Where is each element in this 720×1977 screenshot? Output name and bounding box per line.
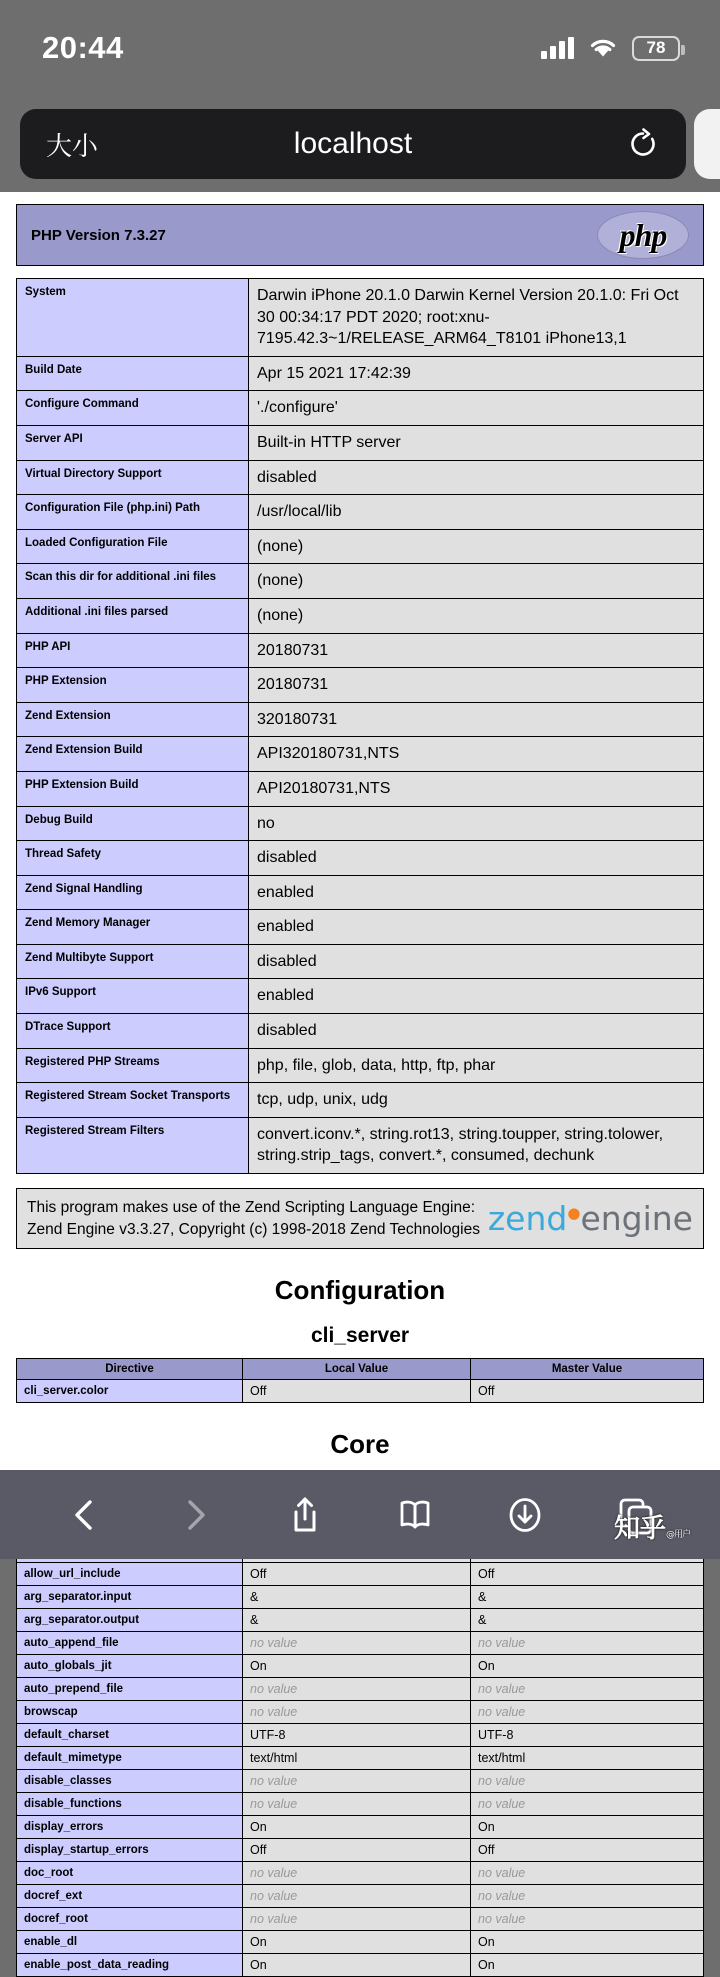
info-row-key: PHP Extension Build: [17, 771, 249, 806]
directive-local-value: no value: [243, 1701, 471, 1724]
info-row-value: './configure': [249, 391, 704, 426]
directive-master-value: no value: [471, 1632, 704, 1655]
table-row: [17, 668, 704, 703]
table-row: [17, 1908, 704, 1931]
table-row: [17, 1724, 704, 1747]
directive-master-value: no value: [471, 1793, 704, 1816]
info-row-value: php, file, glob, data, http, ftp, phar: [249, 1048, 704, 1083]
info-row-key: Zend Extension: [17, 702, 249, 737]
directive-local-value: &: [243, 1609, 471, 1632]
info-row-key: Configuration File (php.ini) Path: [17, 495, 249, 530]
info-row-value: 20180731: [249, 668, 704, 703]
zend-engine-logo: [488, 1199, 693, 1238]
directive-local-value: On: [243, 1931, 471, 1954]
info-row-value: Apr 15 2021 17:42:39: [249, 356, 704, 391]
info-row-value: Built-in HTTP server: [249, 425, 704, 460]
directive-local-value: no value: [243, 1793, 471, 1816]
table-row: [17, 1083, 704, 1118]
php-info-table-body: [17, 279, 704, 1174]
directive-name: docref_root: [17, 1908, 243, 1931]
directive-master-value: On: [471, 1954, 704, 1977]
table-header-row: [17, 1359, 704, 1380]
share-icon[interactable]: [282, 1492, 328, 1538]
info-row-key: Configure Command: [17, 391, 249, 426]
core-directives-table: [16, 1518, 704, 1977]
directive-master-value: no value: [471, 1885, 704, 1908]
info-row-key: Registered Stream Socket Transports: [17, 1083, 249, 1118]
info-row-value: Darwin iPhone 20.1.0 Darwin Kernel Version 20.1.0: Fri Oct 30 00:34:17 PDT 2020; root:xnu-7195.42.3~1/RELEASE_ARM64_T8101 iPhone13,1: [249, 279, 704, 357]
info-row-key: Zend Extension Build: [17, 737, 249, 772]
php-logo-icon: php: [597, 211, 689, 259]
directive-master-value: no value: [471, 1701, 704, 1724]
directive-local-value: On: [243, 1655, 471, 1678]
info-row-value: convert.iconv.*, string.rot13, string.toupper, string.tolower, string.strip_tags, convert.*, consumed, dechunk: [249, 1117, 704, 1173]
directive-name: cli_server.color: [17, 1380, 243, 1403]
zend-logo-dot: ●: [567, 1204, 581, 1223]
table-row: [17, 702, 704, 737]
directive-name: disable_classes: [17, 1770, 243, 1793]
table-row: [17, 1678, 704, 1701]
directive-local-value: On: [243, 1816, 471, 1839]
directive-local-value: &: [243, 1586, 471, 1609]
info-row-key: Zend Multibyte Support: [17, 944, 249, 979]
ios-status-bar: [0, 0, 720, 96]
watermark-text: 知乎: [613, 1514, 666, 1544]
directive-name: allow_url_include: [17, 1563, 243, 1586]
table-row: [17, 391, 704, 426]
watermark-sub: @用户: [665, 1530, 690, 1540]
zend-logo-engine: engine: [580, 1199, 693, 1239]
directive-master-value: Off: [471, 1839, 704, 1862]
info-row-key: Zend Memory Manager: [17, 910, 249, 945]
info-row-value: 20180731: [249, 633, 704, 668]
directive-name: default_charset: [17, 1724, 243, 1747]
info-row-key: Scan this dir for additional .ini files: [17, 564, 249, 599]
back-chevron-icon[interactable]: [62, 1492, 108, 1538]
directive-local-value: Off: [243, 1380, 471, 1403]
directive-master-value: On: [471, 1655, 704, 1678]
directive-master-value: &: [471, 1586, 704, 1609]
directive-local-value: no value: [243, 1678, 471, 1701]
table-row: [17, 1885, 704, 1908]
info-row-value: disabled: [249, 460, 704, 495]
battery-percent: 78: [646, 38, 666, 57]
table-row: [17, 279, 704, 357]
cli-server-table-head: [17, 1359, 704, 1380]
directive-master-value: no value: [471, 1770, 704, 1793]
core-directives-table-body: [17, 1540, 704, 1977]
info-row-value: /usr/local/lib: [249, 495, 704, 530]
info-row-value: enabled: [249, 875, 704, 910]
info-row-key: Virtual Directory Support: [17, 460, 249, 495]
zend-logo-zend: zend: [487, 1199, 568, 1239]
wifi-icon: [588, 37, 618, 59]
info-row-key: Additional .ini files parsed: [17, 598, 249, 633]
reload-icon[interactable]: [626, 127, 660, 161]
table-row: [17, 875, 704, 910]
info-row-key: PHP Extension: [17, 668, 249, 703]
info-row-value: tcp, udp, unix, udg: [249, 1083, 704, 1118]
configuration-heading: Configuration: [274, 1275, 446, 1306]
directive-master-value: no value: [471, 1678, 704, 1701]
table-row: [17, 1609, 704, 1632]
table-row: [17, 910, 704, 945]
info-row-value: API20180731,NTS: [249, 771, 704, 806]
table-row: [17, 1632, 704, 1655]
text-size-button[interactable]: 大小: [46, 130, 99, 161]
zend-credits-line1: This program makes use of the Zend Scripting Language Engine:: [27, 1199, 476, 1217]
directive-master-value: no value: [471, 1862, 704, 1885]
info-row-value: API320180731,NTS: [249, 737, 704, 772]
directive-name: docref_ext: [17, 1885, 243, 1908]
cli-server-table: [16, 1358, 704, 1403]
directive-name: enable_dl: [17, 1931, 243, 1954]
info-row-value: disabled: [249, 944, 704, 979]
info-row-value: (none): [249, 564, 704, 599]
directive-name: arg_separator.input: [17, 1586, 243, 1609]
info-row-key: Thread Safety: [17, 841, 249, 876]
directive-local-value: UTF-8: [243, 1724, 471, 1747]
directive-name: display_startup_errors: [17, 1839, 243, 1862]
table-row: [17, 1770, 704, 1793]
url-bar[interactable]: [20, 109, 686, 179]
zend-credits-line2: Zend Engine v3.3.27, Copyright (c) 1998-2018 Zend Technologies: [27, 1220, 480, 1238]
info-row-key: Registered Stream Filters: [17, 1117, 249, 1173]
table-row: [17, 806, 704, 841]
table-row: [17, 1793, 704, 1816]
info-row-key: Build Date: [17, 356, 249, 391]
table-row: [17, 460, 704, 495]
directive-local-value: no value: [243, 1862, 471, 1885]
core-heading: Core: [330, 1429, 390, 1460]
table-row: [17, 1839, 704, 1862]
directive-local-value: no value: [243, 1770, 471, 1793]
safari-bottom-toolbar: [0, 1470, 720, 1559]
info-row-key: Loaded Configuration File: [17, 529, 249, 564]
directive-master-value: Off: [471, 1380, 704, 1403]
info-row-key: Debug Build: [17, 806, 249, 841]
info-row-key: System: [17, 279, 249, 357]
table-row: [17, 737, 704, 772]
directive-local-value: no value: [243, 1885, 471, 1908]
directive-name: browscap: [17, 1701, 243, 1724]
url-text: localhost: [293, 127, 413, 160]
column-header: Master Value: [471, 1359, 704, 1380]
table-row: [17, 771, 704, 806]
info-row-value: 320180731: [249, 702, 704, 737]
info-row-key: Server API: [17, 425, 249, 460]
table-row: [17, 598, 704, 633]
table-row: [17, 633, 704, 668]
directive-local-value: On: [243, 1954, 471, 1977]
cli-server-heading: cli_server: [310, 1324, 410, 1348]
directive-local-value: Off: [243, 1839, 471, 1862]
zhihu-watermark: [614, 1508, 690, 1545]
table-row: [17, 1931, 704, 1954]
directive-name: auto_append_file: [17, 1632, 243, 1655]
battery-icon: [632, 36, 680, 61]
zend-credits-text: [27, 1197, 480, 1240]
info-row-value: disabled: [249, 1014, 704, 1049]
column-header: Local Value: [243, 1359, 471, 1380]
directive-master-value: Off: [471, 1563, 704, 1586]
directive-name: doc_root: [17, 1862, 243, 1885]
table-row: [17, 1816, 704, 1839]
directive-local-value: no value: [243, 1908, 471, 1931]
table-row: [17, 564, 704, 599]
table-row: [17, 1954, 704, 1977]
table-row: [17, 529, 704, 564]
column-header: Directive: [17, 1359, 243, 1380]
info-row-key: Zend Signal Handling: [17, 875, 249, 910]
adjacent-tab-peek[interactable]: [694, 109, 720, 179]
downloads-icon[interactable]: [502, 1492, 548, 1538]
bookmarks-icon[interactable]: [392, 1492, 438, 1538]
table-row: [17, 1655, 704, 1678]
status-bar-indicators: [541, 36, 680, 61]
table-row: [17, 1014, 704, 1049]
info-row-value: (none): [249, 529, 704, 564]
info-row-value: enabled: [249, 910, 704, 945]
directive-local-value: Off: [243, 1563, 471, 1586]
directive-name: default_mimetype: [17, 1747, 243, 1770]
cellular-signal-icon: [541, 37, 574, 59]
phpinfo-content: [0, 192, 720, 1977]
info-row-value: disabled: [249, 841, 704, 876]
table-row: [17, 1048, 704, 1083]
table-row: [17, 1747, 704, 1770]
php-info-table: [16, 278, 704, 1174]
directive-name: auto_prepend_file: [17, 1678, 243, 1701]
table-row: [17, 1862, 704, 1885]
info-row-key: IPv6 Support: [17, 979, 249, 1014]
directive-master-value: UTF-8: [471, 1724, 704, 1747]
cli-server-table-body: [17, 1380, 704, 1403]
table-row: [17, 944, 704, 979]
info-row-value: enabled: [249, 979, 704, 1014]
forward-chevron-icon[interactable]: [172, 1492, 218, 1538]
directive-name: enable_post_data_reading: [17, 1954, 243, 1977]
directive-local-value: text/html: [243, 1747, 471, 1770]
table-row: [17, 1586, 704, 1609]
php-version-title: PHP Version 7.3.27: [31, 226, 166, 244]
info-row-value: (none): [249, 598, 704, 633]
table-row: [17, 1117, 704, 1173]
directive-name: arg_separator.output: [17, 1609, 243, 1632]
directive-name: disable_functions: [17, 1793, 243, 1816]
table-row: [17, 495, 704, 530]
info-row-value: no: [249, 806, 704, 841]
directive-master-value: On: [471, 1816, 704, 1839]
directive-name: auto_globals_jit: [17, 1655, 243, 1678]
table-row: [17, 1380, 704, 1403]
info-row-key: PHP API: [17, 633, 249, 668]
directive-local-value: no value: [243, 1632, 471, 1655]
directive-master-value: text/html: [471, 1747, 704, 1770]
table-row: [17, 1563, 704, 1586]
directive-master-value: &: [471, 1609, 704, 1632]
status-bar-clock: 20:44: [42, 30, 124, 65]
directive-master-value: On: [471, 1931, 704, 1954]
directive-master-value: no value: [471, 1908, 704, 1931]
info-row-key: Registered PHP Streams: [17, 1048, 249, 1083]
zend-credits-box: [16, 1188, 704, 1249]
directive-name: display_errors: [17, 1816, 243, 1839]
table-row: [17, 425, 704, 460]
table-row: [17, 356, 704, 391]
php-version-header: [16, 204, 704, 266]
safari-url-bar-container: [0, 96, 720, 192]
table-row: [17, 841, 704, 876]
table-row: [17, 1701, 704, 1724]
info-row-key: DTrace Support: [17, 1014, 249, 1049]
table-row: [17, 979, 704, 1014]
